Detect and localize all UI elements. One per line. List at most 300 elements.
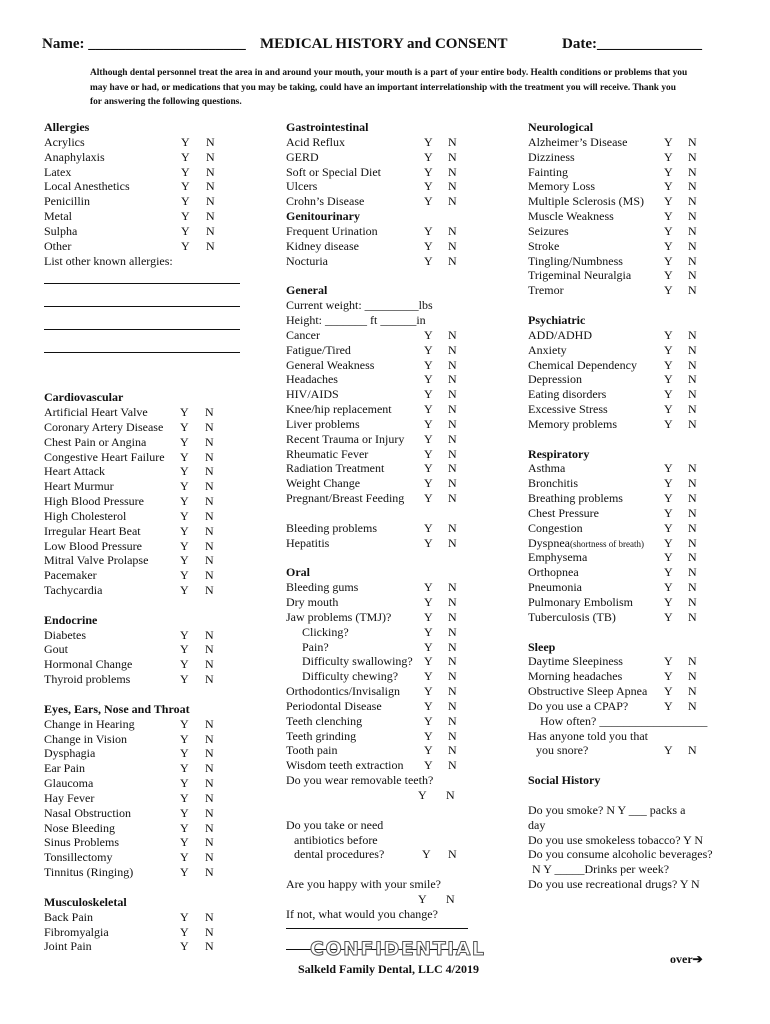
question-label: Hay Fever (44, 790, 95, 805)
question-row (44, 761, 254, 776)
yes-option[interactable]: Y (664, 149, 673, 164)
yes-option[interactable]: Y (424, 639, 433, 654)
no-option[interactable]: N (448, 387, 457, 402)
no-option[interactable]: N (688, 164, 697, 179)
no-option[interactable]: N (688, 372, 697, 387)
no-option[interactable]: N (448, 847, 457, 862)
question-row (528, 743, 738, 758)
no-option[interactable]: N (205, 538, 214, 553)
yes-option[interactable]: Y (180, 672, 189, 687)
no-option[interactable]: N (688, 684, 697, 699)
yes-option[interactable]: Y (180, 583, 189, 598)
yes-option[interactable]: Y (424, 387, 433, 402)
yes-option[interactable]: Y (664, 491, 673, 506)
question-row (528, 387, 738, 402)
yes-option[interactable]: Y (422, 847, 431, 862)
yes-option[interactable]: Y (424, 491, 433, 506)
current-weight-field[interactable]: Current weight: _________lbs (286, 298, 433, 313)
no-option[interactable]: N (448, 698, 457, 713)
no-option[interactable]: N (448, 253, 457, 268)
yes-option[interactable]: Y (424, 535, 433, 550)
no-option[interactable]: N (206, 149, 215, 164)
no-option[interactable]: N (205, 746, 214, 761)
no-option[interactable]: N (688, 179, 697, 194)
question-label: Hepatitis (286, 535, 330, 550)
no-option[interactable]: N (205, 761, 214, 776)
question-row (44, 939, 254, 954)
yes-option[interactable]: Y (181, 179, 190, 194)
no-option[interactable]: N (205, 672, 214, 687)
no-option[interactable]: N (688, 402, 697, 417)
yes-option[interactable]: Y (424, 223, 433, 238)
no-option[interactable]: N (205, 449, 214, 464)
no-option[interactable]: N (688, 387, 697, 402)
yes-option[interactable]: Y (180, 761, 189, 776)
no-option[interactable]: N (688, 253, 697, 268)
yes-option[interactable]: Y (664, 402, 673, 417)
no-option[interactable]: N (205, 568, 214, 583)
no-option[interactable]: N (205, 776, 214, 791)
question-row (286, 165, 486, 180)
yes-option[interactable]: Y (180, 627, 189, 642)
yes-option[interactable]: Y (180, 404, 189, 419)
yes-option[interactable]: Y (664, 283, 673, 298)
no-option[interactable]: N (446, 891, 455, 906)
no-option[interactable]: N (688, 491, 697, 506)
name-field[interactable]: Name: _____________________ (42, 36, 246, 52)
yes-option[interactable]: Y (180, 642, 189, 657)
no-option[interactable]: N (448, 654, 457, 669)
question-label: Bronchitis (528, 476, 578, 491)
yes-option[interactable]: Y (664, 684, 673, 699)
yes-option[interactable]: Y (424, 743, 433, 758)
yes-option[interactable]: Y (664, 134, 673, 149)
yes-option[interactable]: Y (180, 909, 189, 924)
yes-option[interactable]: Y (424, 416, 433, 431)
no-option[interactable]: N (448, 431, 457, 446)
no-option[interactable]: N (205, 820, 214, 835)
yes-option[interactable]: Y (664, 565, 673, 580)
yes-option[interactable]: Y (424, 164, 433, 179)
spacer (528, 298, 738, 313)
no-option[interactable]: N (446, 787, 455, 802)
no-option[interactable]: N (688, 327, 697, 342)
yes-option[interactable]: Y (664, 595, 673, 609)
yes-option[interactable]: Y (424, 713, 433, 728)
yes-option[interactable]: Y (180, 924, 189, 939)
yes-option[interactable]: Y (664, 550, 673, 565)
spacer (528, 758, 738, 773)
no-option[interactable]: N (448, 476, 457, 491)
question-row (528, 268, 738, 283)
question-row (528, 595, 738, 610)
no-option[interactable]: N (205, 494, 214, 509)
no-option[interactable]: N (205, 790, 214, 805)
no-option[interactable]: N (448, 624, 457, 639)
height-field[interactable]: Height: _______ ft ______in (286, 312, 426, 327)
no-option[interactable]: N (448, 669, 457, 684)
yes-option[interactable]: Y (180, 776, 189, 791)
question-row (286, 610, 486, 625)
no-option[interactable]: N (448, 416, 457, 431)
yes-option[interactable]: Y (424, 698, 433, 713)
no-option[interactable]: N (448, 639, 457, 654)
yes-option[interactable]: Y (664, 654, 673, 669)
yes-option[interactable]: Y (664, 179, 673, 194)
yes-option[interactable]: Y (424, 179, 433, 194)
no-option[interactable]: N (448, 327, 457, 342)
yes-option[interactable]: Y (664, 535, 673, 550)
no-option[interactable]: N (688, 238, 697, 253)
yes-option[interactable]: Y (664, 743, 673, 758)
question-row (528, 521, 738, 536)
yes-option[interactable]: Y (664, 223, 673, 238)
yes-option[interactable]: Y (180, 805, 189, 820)
yes-option[interactable]: Y (180, 731, 189, 746)
question-label: Tooth pain (286, 743, 338, 758)
no-option[interactable]: N (448, 238, 457, 253)
yes-option[interactable]: Y (664, 209, 673, 224)
question-label: Kidney disease (286, 238, 359, 253)
yes-option[interactable]: Y (181, 223, 190, 238)
yes-option[interactable]: Y (180, 434, 189, 449)
no-option[interactable]: N (205, 865, 214, 880)
question-label: Morning headaches (528, 669, 623, 684)
question-label: Difficulty swallowing? (302, 654, 413, 669)
no-option[interactable]: N (688, 520, 697, 535)
question-row (286, 743, 486, 758)
yes-option[interactable]: Y (424, 580, 433, 595)
no-option[interactable]: N (448, 149, 457, 164)
yes-option[interactable]: Y (424, 595, 433, 609)
yes-option[interactable]: Y (424, 327, 433, 342)
no-option[interactable]: N (448, 580, 457, 595)
write-in-line[interactable] (44, 283, 240, 284)
no-option[interactable]: N (688, 268, 697, 283)
no-option[interactable]: N (206, 223, 215, 238)
no-option[interactable]: N (205, 583, 214, 598)
no-option[interactable]: N (205, 642, 214, 657)
no-option[interactable]: N (205, 479, 214, 494)
no-option[interactable]: N (448, 461, 457, 476)
no-option[interactable]: N (688, 209, 697, 224)
yes-option[interactable]: Y (424, 402, 433, 417)
no-option[interactable]: N (448, 372, 457, 387)
yes-option[interactable]: Y (664, 268, 673, 283)
yes-option[interactable]: Y (180, 568, 189, 583)
no-option[interactable]: N (688, 283, 697, 298)
alcohol-answer[interactable]: N Y _____Drinks per week? (532, 862, 670, 877)
no-option[interactable]: N (688, 669, 697, 684)
yes-option[interactable]: Y (424, 624, 433, 639)
yes-option[interactable]: Y (180, 523, 189, 538)
yes-option[interactable]: Y (180, 850, 189, 865)
yes-option[interactable]: Y (424, 238, 433, 253)
yes-option[interactable]: Y (664, 461, 673, 476)
question-label: Periodontal Disease (286, 698, 382, 713)
yes-option[interactable]: Y (180, 419, 189, 434)
yes-option[interactable]: Y (424, 194, 433, 209)
no-option[interactable]: N (688, 149, 697, 164)
no-option[interactable]: N (205, 909, 214, 924)
yes-option[interactable]: Y (664, 669, 673, 684)
smokeless-question[interactable]: Do you use smokeless tobacco? Y N (528, 832, 704, 847)
question-label: High Cholesterol (44, 508, 127, 523)
yes-option[interactable]: Y (424, 372, 433, 387)
no-option[interactable]: N (688, 535, 697, 550)
yes-option[interactable]: Y (181, 134, 190, 149)
yes-option[interactable]: Y (664, 505, 673, 520)
yes-option[interactable]: Y (180, 508, 189, 523)
no-option[interactable]: N (448, 535, 457, 550)
yes-option[interactable]: Y (664, 194, 673, 209)
question-row (44, 450, 254, 465)
question-row (528, 254, 738, 269)
question-row (286, 654, 486, 669)
yes-option[interactable]: Y (664, 342, 673, 357)
no-option[interactable]: N (448, 194, 457, 209)
yes-option[interactable]: Y (424, 253, 433, 268)
no-option[interactable]: N (448, 357, 457, 372)
no-option[interactable]: N (206, 209, 215, 224)
yes-option[interactable]: Y (181, 194, 190, 209)
no-option[interactable]: N (448, 684, 457, 699)
write-in-line[interactable] (44, 329, 240, 330)
question-label: Muscle Weakness (528, 209, 614, 224)
yes-option[interactable]: Y (418, 891, 427, 906)
over-indicator: over➔ (670, 952, 703, 966)
question-row (528, 654, 738, 669)
no-option[interactable]: N (688, 743, 697, 758)
no-option[interactable]: N (448, 164, 457, 179)
no-option[interactable]: N (205, 716, 214, 731)
spacer (286, 862, 486, 877)
yes-option[interactable]: Y (180, 865, 189, 880)
question-row (286, 135, 486, 150)
no-option[interactable]: N (206, 134, 215, 149)
no-option[interactable]: N (206, 179, 215, 194)
question-label: Soft or Special Diet (286, 164, 381, 179)
yes-option[interactable]: Y (180, 494, 189, 509)
no-option[interactable]: N (205, 850, 214, 865)
yes-option[interactable]: Y (424, 431, 433, 446)
no-option[interactable]: N (205, 835, 214, 850)
no-option[interactable]: N (448, 713, 457, 728)
spacer (528, 625, 738, 640)
yes-option[interactable]: Y (424, 728, 433, 743)
no-option[interactable]: N (688, 595, 697, 609)
no-option[interactable]: N (205, 508, 214, 523)
question-row (44, 224, 254, 239)
yes-option[interactable]: Y (424, 357, 433, 372)
question-label: Sinus Problems (44, 835, 120, 850)
yes-option[interactable]: Y (418, 787, 427, 802)
yes-option[interactable]: Y (664, 416, 673, 431)
yes-option[interactable]: Y (424, 342, 433, 357)
no-option[interactable]: N (448, 491, 457, 506)
question-row (528, 135, 738, 150)
question-label: Pain? (302, 639, 329, 654)
no-option[interactable]: N (205, 434, 214, 449)
yes-option[interactable]: Y (664, 698, 673, 713)
question-row (528, 194, 738, 209)
no-option[interactable]: N (688, 580, 697, 595)
yes-option[interactable]: Y (180, 820, 189, 835)
no-option[interactable]: N (205, 657, 214, 672)
other-allergies-prompt: List other known allergies: (44, 253, 173, 268)
question-row (44, 821, 254, 836)
yes-option[interactable]: Y (664, 253, 673, 268)
no-option[interactable]: N (688, 357, 697, 372)
yes-option[interactable]: Y (424, 609, 433, 624)
yes-option[interactable]: Y (664, 164, 673, 179)
yes-option[interactable]: Y (664, 372, 673, 387)
drugs-question[interactable]: Do you use recreational drugs? Y N (528, 877, 700, 892)
no-option[interactable]: N (688, 342, 697, 357)
question-label: Daytime Sleepiness (528, 654, 623, 669)
smoke-question[interactable]: Do you smoke? N Y ___ packs a (528, 802, 686, 817)
date-field[interactable]: Date:______________ (562, 36, 702, 52)
no-option[interactable]: N (205, 553, 214, 568)
no-option[interactable]: N (688, 654, 697, 669)
yes-option[interactable]: Y (180, 790, 189, 805)
no-option[interactable]: N (206, 194, 215, 209)
no-option[interactable]: N (688, 134, 697, 149)
no-option[interactable]: N (448, 520, 457, 535)
yes-option[interactable]: Y (664, 238, 673, 253)
yes-option[interactable]: Y (664, 609, 673, 624)
yes-option[interactable]: Y (424, 149, 433, 164)
no-option[interactable]: N (688, 698, 697, 713)
no-option[interactable]: N (448, 758, 457, 773)
write-in-line[interactable] (44, 352, 240, 353)
removable-teeth-question: Do you wear removable teeth? (286, 773, 434, 788)
question-row (528, 580, 738, 595)
question-row (528, 684, 738, 699)
yes-option[interactable]: Y (180, 716, 189, 731)
no-option[interactable]: N (448, 179, 457, 194)
dyspnea-note: (shortness of breath) (570, 538, 644, 549)
question-row (528, 565, 738, 580)
yes-option[interactable]: Y (424, 476, 433, 491)
cpap-frequency-field[interactable]: How often? __________________ (540, 713, 708, 728)
no-option[interactable]: N (448, 402, 457, 417)
yes-option[interactable]: Y (181, 209, 190, 224)
yes-option[interactable]: Y (180, 939, 189, 954)
no-option[interactable]: N (688, 505, 697, 520)
yes-option[interactable]: Y (180, 449, 189, 464)
no-option[interactable]: N (205, 419, 214, 434)
yes-option[interactable]: Y (180, 835, 189, 850)
question-label: Difficulty chewing? (302, 669, 399, 684)
no-option[interactable]: N (205, 404, 214, 419)
no-option[interactable]: N (448, 223, 457, 238)
yes-option[interactable]: Y (664, 580, 673, 595)
no-option[interactable]: N (205, 924, 214, 939)
no-option[interactable]: N (688, 223, 697, 238)
yes-option[interactable]: Y (664, 520, 673, 535)
no-option[interactable]: N (448, 595, 457, 609)
yes-option[interactable]: Y (664, 476, 673, 491)
question-label: Tuberculosis (TB) (528, 609, 616, 624)
yes-option[interactable]: Y (424, 134, 433, 149)
no-option[interactable]: N (205, 939, 214, 954)
question-label: Bleeding gums (286, 580, 359, 595)
yes-option[interactable]: Y (424, 758, 433, 773)
yes-option[interactable]: Y (424, 684, 433, 699)
no-option[interactable]: N (688, 609, 697, 624)
question-row (286, 402, 486, 417)
section-title: Sleep (528, 639, 556, 654)
yes-option[interactable]: Y (664, 327, 673, 342)
question-row (286, 194, 486, 209)
no-option[interactable]: N (448, 342, 457, 357)
no-option[interactable]: N (688, 461, 697, 476)
question-row (44, 925, 254, 940)
yes-option[interactable]: Y (181, 238, 190, 253)
question-row (286, 640, 486, 655)
yes-option[interactable]: Y (424, 461, 433, 476)
question-label: Multiple Sclerosis (MS) (528, 194, 644, 209)
yes-option[interactable]: Y (664, 357, 673, 372)
section-title: Oral (286, 565, 310, 580)
no-option[interactable]: N (205, 627, 214, 642)
no-option[interactable]: N (206, 164, 215, 179)
yes-option[interactable]: Y (664, 387, 673, 402)
write-in-line[interactable] (44, 306, 240, 307)
no-option[interactable]: N (688, 416, 697, 431)
yes-option[interactable]: Y (181, 149, 190, 164)
question-row (286, 432, 486, 447)
no-option[interactable]: N (688, 476, 697, 491)
no-option[interactable]: N (206, 238, 215, 253)
question-row (528, 239, 738, 254)
question-label: Ulcers (286, 179, 318, 194)
no-option[interactable]: N (688, 565, 697, 580)
no-option[interactable]: N (205, 731, 214, 746)
no-option[interactable]: N (688, 194, 697, 209)
no-option[interactable]: N (448, 134, 457, 149)
yes-option[interactable]: Y (424, 520, 433, 535)
question-row (528, 402, 738, 417)
question-label: General Weakness (286, 357, 375, 372)
spacer (44, 375, 254, 390)
no-option[interactable]: N (448, 728, 457, 743)
yes-option[interactable]: Y (180, 479, 189, 494)
no-option[interactable]: N (448, 609, 457, 624)
question-label: Latex (44, 164, 72, 179)
yes-option[interactable]: Y (181, 164, 190, 179)
no-option[interactable]: N (448, 446, 457, 461)
question-row (528, 536, 738, 551)
yes-option[interactable]: Y (180, 464, 189, 479)
yes-option[interactable]: Y (180, 538, 189, 553)
write-in-line[interactable] (286, 922, 468, 929)
no-option[interactable]: N (205, 523, 214, 538)
yes-option[interactable]: Y (424, 669, 433, 684)
no-option[interactable]: N (688, 550, 697, 565)
yes-option[interactable]: Y (180, 553, 189, 568)
yes-option[interactable]: Y (424, 654, 433, 669)
question-label: Heart Attack (44, 464, 105, 479)
yes-option[interactable]: Y (180, 657, 189, 672)
question-label: Do you use a CPAP? (528, 698, 629, 713)
yes-option[interactable]: Y (180, 746, 189, 761)
no-option[interactable]: N (205, 464, 214, 479)
yes-option[interactable]: Y (424, 446, 433, 461)
no-option[interactable]: N (205, 805, 214, 820)
no-option[interactable]: N (448, 743, 457, 758)
